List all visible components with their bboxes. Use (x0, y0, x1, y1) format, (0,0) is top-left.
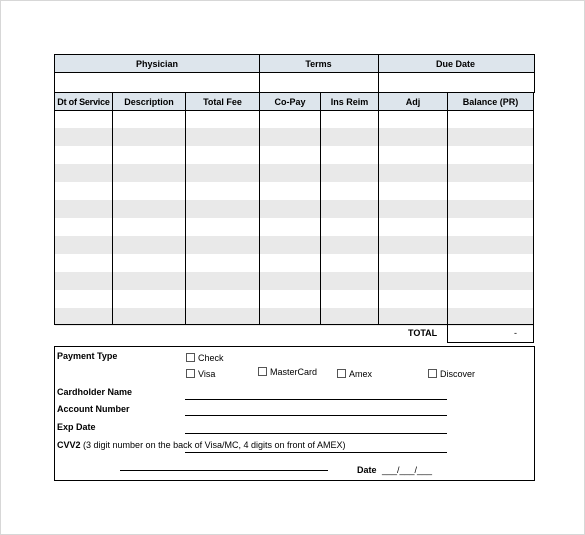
table-row[interactable] (55, 200, 533, 218)
table-row[interactable] (55, 182, 533, 200)
due-date-field[interactable] (379, 73, 532, 90)
signature-line[interactable] (120, 470, 328, 471)
table-row[interactable] (55, 146, 533, 164)
due-date-header: Due Date (435, 59, 475, 69)
total-label: TOTAL (408, 328, 438, 338)
cvv2-note: (3 digit number on the back of Visa/MC, 4 digits on front of AMEX) (83, 440, 346, 450)
check-checkbox[interactable] (186, 353, 195, 362)
col-ins-reim: Ins Reim (330, 97, 369, 107)
col-adj: Adj (405, 97, 421, 107)
discover-checkbox[interactable] (428, 369, 437, 378)
cardholder-name-label: Cardholder Name (57, 387, 133, 397)
col-description: Description (124, 97, 174, 107)
cvv2-field[interactable] (185, 452, 447, 453)
table-row[interactable] (55, 218, 533, 236)
exp-date-field[interactable] (185, 433, 447, 434)
terms-field[interactable] (260, 73, 377, 90)
visa-label: Visa (198, 369, 216, 379)
cvv2-row (57, 440, 346, 451)
terms-header: Terms (305, 59, 332, 69)
table-row[interactable] (55, 290, 533, 308)
cardholder-name-field[interactable] (185, 399, 447, 400)
discover-label: Discover (440, 369, 476, 379)
check-label: Check (198, 353, 224, 363)
physician-header: Physician (135, 59, 179, 69)
col-dt-of-service: Dt of Service (57, 97, 110, 107)
table-row[interactable] (55, 254, 533, 272)
total-value: - (514, 328, 517, 338)
amex-checkbox[interactable] (337, 369, 346, 378)
date-label: Date (357, 465, 377, 475)
account-number-label: Account Number (57, 404, 130, 414)
col-co-pay: Co-Pay (274, 97, 306, 107)
mastercard-label: MasterCard (270, 367, 318, 377)
payment-type-label: Payment Type (57, 351, 118, 361)
amex-label: Amex (349, 369, 373, 379)
table-row[interactable] (55, 128, 533, 146)
table-row[interactable] (55, 272, 533, 290)
col-total-fee: Total Fee (203, 97, 242, 107)
table-row[interactable] (55, 164, 533, 182)
account-number-field[interactable] (185, 415, 447, 416)
date-field[interactable]: ___/___/___ (382, 465, 433, 475)
col-balance: Balance (PR) (462, 97, 519, 107)
visa-checkbox[interactable] (186, 369, 195, 378)
mastercard-checkbox[interactable] (258, 367, 267, 376)
table-row[interactable] (55, 236, 533, 254)
cvv2-label: CVV2 (57, 440, 81, 450)
exp-date-label: Exp Date (57, 422, 96, 432)
table-row[interactable] (55, 110, 533, 128)
physician-field[interactable] (55, 73, 258, 90)
